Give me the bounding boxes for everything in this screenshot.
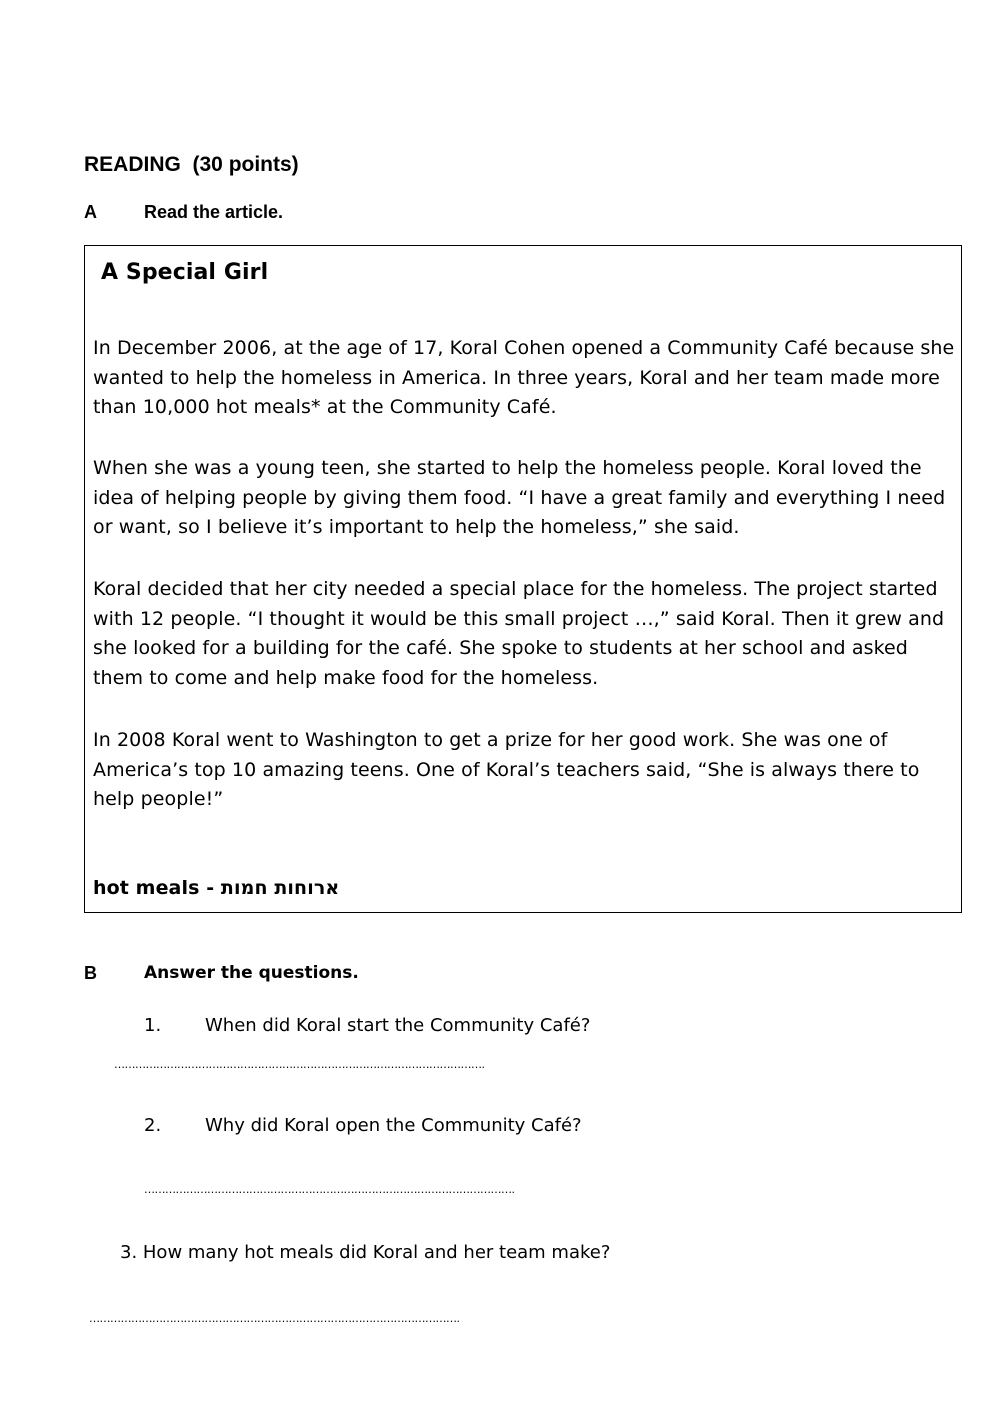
question-2-text: Why did Koral open the Community Café? xyxy=(205,1115,582,1136)
question-3-answer-line[interactable]: ……………………………………………………………………………………………. xyxy=(89,1312,460,1325)
article-title: A Special Girl xyxy=(101,260,269,285)
question-1-answer-line[interactable]: ……………………………………………………………………………………………. xyxy=(114,1058,485,1071)
page-title: READING (30 points) xyxy=(84,153,299,176)
article-paragraph-1: In December 2006, at the age of 17, Koral Cohen opened a Community Café because she wanted to help the homeless in America. In three years, Koral and her team made more than 10,000 hot meals* at the Community Café. xyxy=(93,337,955,418)
section-a-letter: A xyxy=(84,202,97,222)
glossary-note: hot meals - ארוחות חמות xyxy=(93,877,340,899)
question-2-answer-line[interactable]: ……………………………………………………………………………………………. xyxy=(144,1183,515,1196)
question-1-number: 1. xyxy=(144,1015,162,1036)
article-paragraph-3: Koral decided that her city needed a special place for the homeless. The project started with 12 people. “I thought it would be this small project …,” said Koral. Then it grew and she looked for a building for the café. She spoke to students at her school and asked them to come and help make food for the homeless. xyxy=(93,578,945,689)
question-3-text: 3. How many hot meals did Koral and her team make? xyxy=(120,1242,611,1263)
section-a-instruction: Read the article. xyxy=(144,202,284,222)
article-paragraph-2: When she was a young teen, she started to help the homeless people. Koral loved the idea of helping people by giving them food. “I have a great family and everything I need or want, so I believe it’s important to help the homeless,” she said. xyxy=(93,457,946,538)
section-b-instruction: Answer the questions. xyxy=(144,963,359,983)
question-1-text: When did Koral start the Community Café? xyxy=(205,1015,591,1036)
section-b-letter: B xyxy=(84,963,97,983)
question-2-number: 2. xyxy=(144,1115,162,1136)
article-paragraph-4: In 2008 Koral went to Washington to get a prize for her good work. She was one of America’s top 10 amazing teens. One of Koral’s teachers said, “She is always there to help people!” xyxy=(93,729,920,810)
